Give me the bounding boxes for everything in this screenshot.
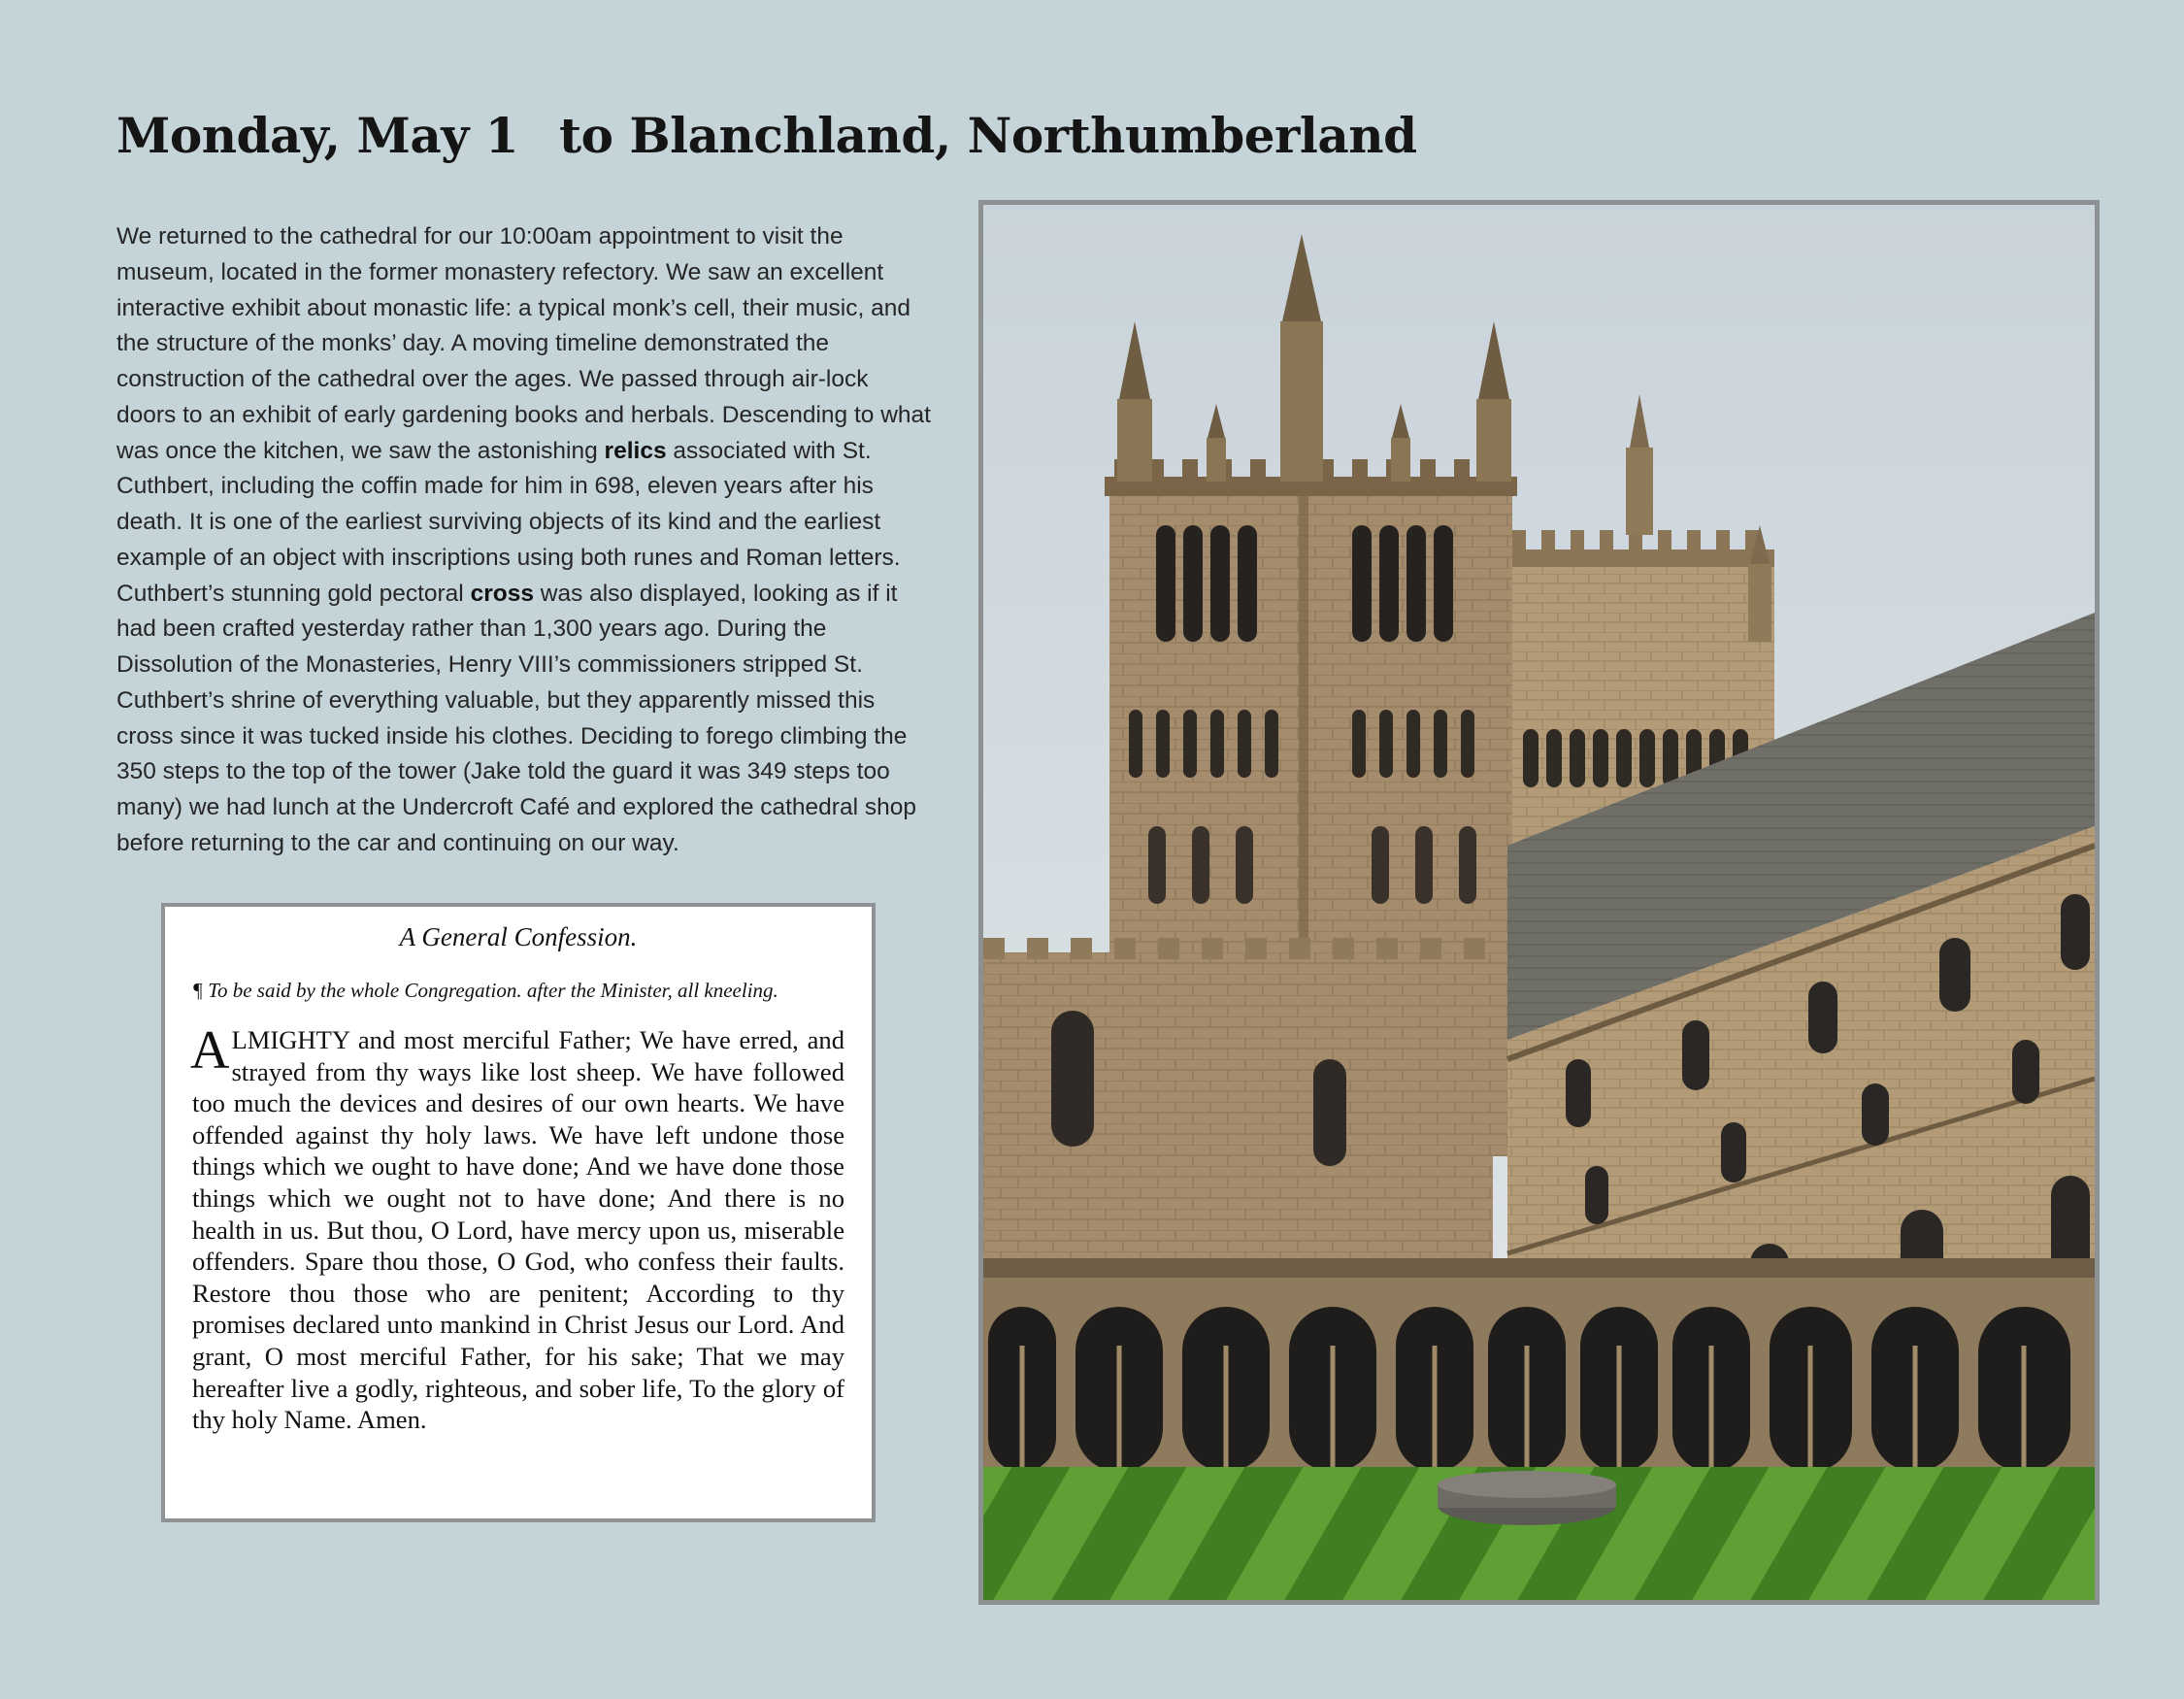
title-destination: to Blanchland, Northumberland <box>558 107 1417 164</box>
general-confession-box <box>161 903 876 1522</box>
journal-bold-relics: relics <box>604 437 667 464</box>
journal-text-part-1: We returned to the cathedral for our 10:00am appointment to visit the museum, located in the former monastery refectory. We saw an excellent interactive exhibit about monastic life: a typical monk’s cell, their music, and the structure of the monks’ day. A moving timeline demonstrated the construction of the cathedral over the ages. We passed through air-lock doors to an exhibit of early gardening books and herbals. Descending to what was once the kitchen, we saw the astonishing <box>116 223 931 464</box>
journal-text-part-3: was also displayed, looking as if it had been crafted yesterday rather than 1,300 years ago. During the Dissolution of the Monasteries, Henry VIII’s commissioners stripped St. Cuthbert’s shrine of everything valuable, but they apparently missed this cross since it was tucked inside his clothes. Deciding to forego climbing the 350 steps to the top of the tower (Jake told the guard it was 349 steps too many) we had lunch at the Undercroft Café and explored the cathedral shop before returning to the car and continuing on our way. <box>116 580 916 856</box>
page-title <box>116 107 1417 164</box>
confession-dropcap: A <box>190 1020 230 1081</box>
cathedral-illustration <box>983 205 2095 1600</box>
confession-text <box>190 1020 844 1436</box>
confession-title: A General Confession. <box>399 922 638 951</box>
title-date: Monday, May 1 <box>116 107 518 164</box>
journal-text-part-2: associated with St. Cuthbert, including the coffin made for him in 698, eleven years after his death. It is one of the earliest surviving objects of its kind and the earliest example of an object with inscriptions using both runes and Roman letters. Cuthbert’s stunning gold pectoral <box>116 437 901 607</box>
stone-basin <box>1438 1471 1616 1525</box>
confession-rubric: ¶ To be said by the whole Congregation. after the Minister, all kneeling. <box>192 979 778 1002</box>
cloister-arcade <box>983 1258 2095 1486</box>
confession-body: LMIGHTY and most merciful Father; We have erred, and strayed from thy ways like lost sheep. We have followed too much the devices and desires of our own hearts. We have offended against thy holy laws. We have left undone those things which we ought to have done; And we have done those things which we ought not to have done; And there is no health in us. But thou, O Lord, have mercy upon us, miserable offenders. Spare thou those, O God, who confess their faults. Restore thou those who are penitent; According to thy promises declared unto mankind in Christ Jesus our Lord. And grant, O most merciful Father, for his sake; That we may hereafter live a godly, righteous, and sober life, To the glory of thy holy Name. Amen. <box>192 1025 844 1435</box>
journal-bold-cross: cross <box>470 580 534 607</box>
journal-paragraph <box>116 219 932 862</box>
cathedral-photo <box>978 200 2100 1605</box>
